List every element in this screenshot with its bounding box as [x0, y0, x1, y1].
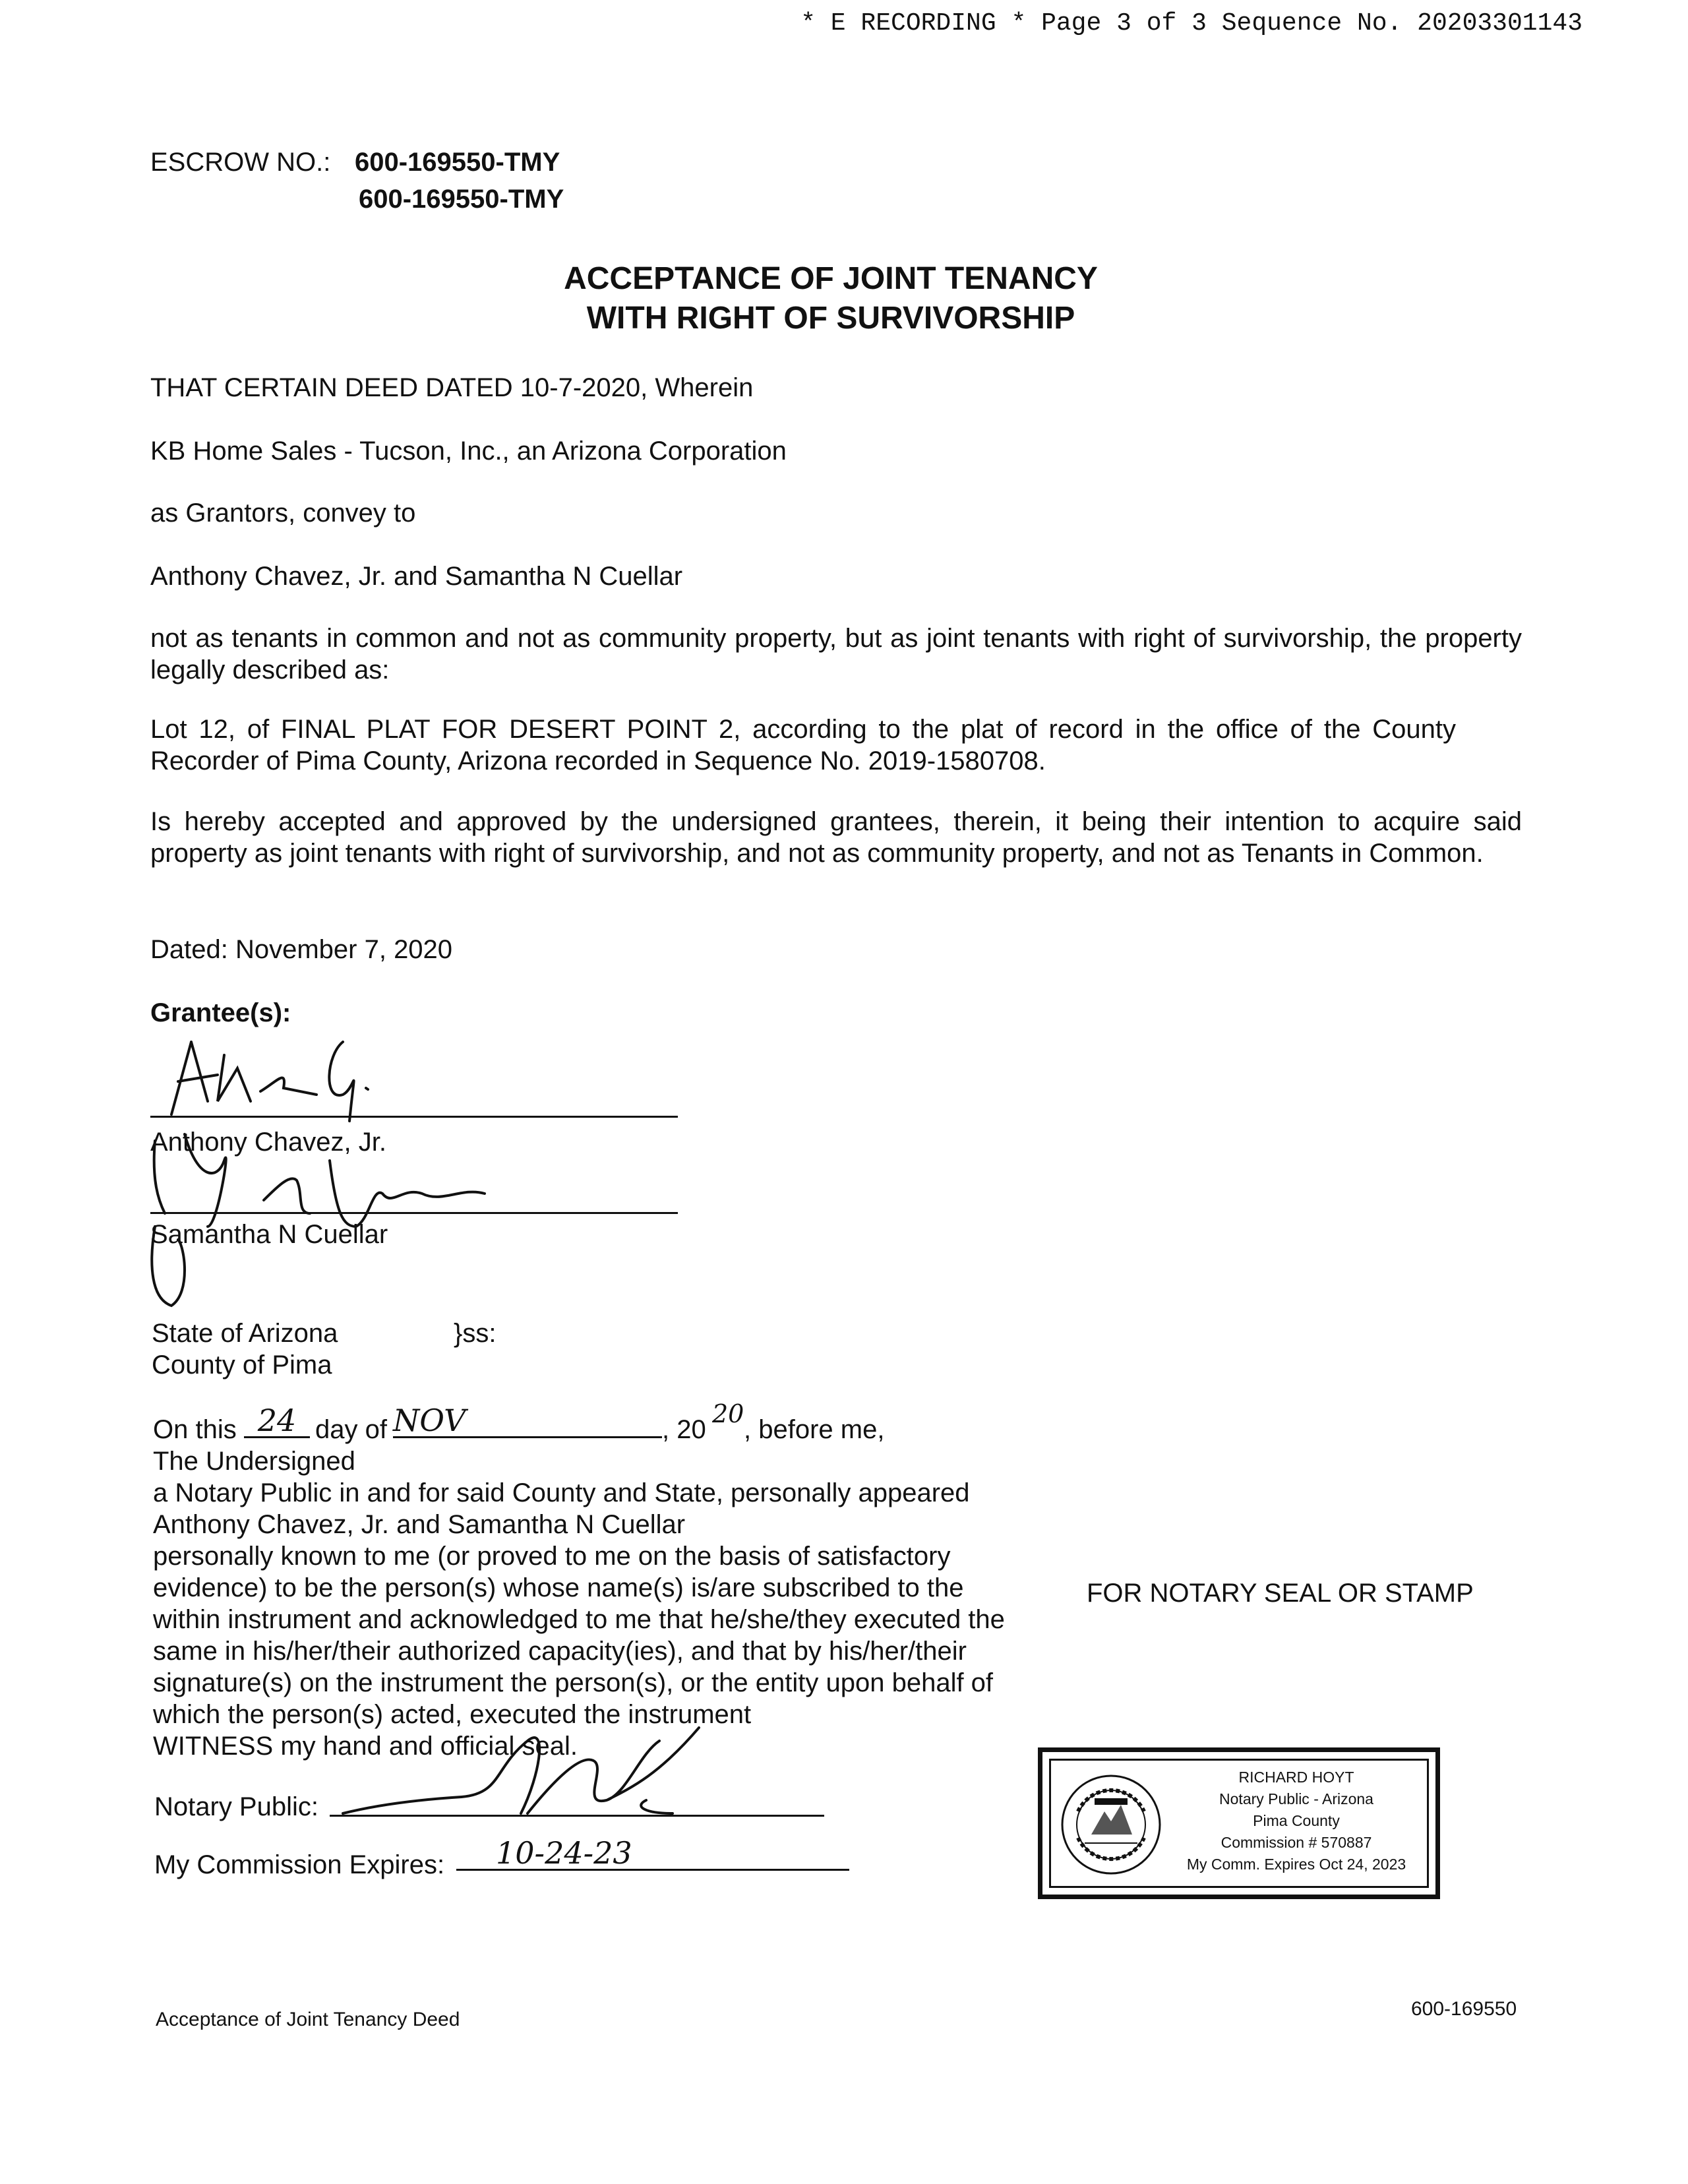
grantee-names: Anthony Chavez, Jr. and Samantha N Cuellar [150, 562, 683, 591]
escrow-number-1: 600-169550-TMY [355, 148, 560, 177]
grantee-2-name: Samantha N Cuellar [150, 1220, 388, 1249]
recording-header: * E RECORDING * Page 3 of 3 Sequence No. 20203301143 [800, 9, 1582, 38]
grantee-1-name: Anthony Chavez, Jr. [150, 1128, 386, 1157]
ss-marker: }ss: [454, 1319, 497, 1348]
notary-signature [330, 1714, 738, 1833]
footer-document-name: Acceptance of Joint Tenancy Deed [156, 2009, 460, 2030]
legal-description: Lot 12, of FINAL PLAT FOR DESERT POINT 2, according to the plat of record in the office of the County Recorder of Pima County, Arizona recorded in Sequence No. 2019-1580708. [150, 715, 1456, 775]
notary-line: evidence) to be the person(s) whose name(s) is/are subscribed to the [153, 1573, 964, 1602]
stamp-details [1168, 1767, 1425, 1875]
stamp-notary-title: Notary Public - Arizona [1219, 1790, 1373, 1807]
day-of-label: day of [315, 1415, 387, 1444]
grantee-1-signature-line [150, 1116, 678, 1118]
notary-line: signature(s) on the instrument the person(s), or the entity upon behalf of [153, 1668, 994, 1697]
acceptance-paragraph: Is hereby accepted and approved by the undersigned grantees, therein, it being their intention to acquire said property as joint tenants with right of survivorship, and not as community property, and not as Tenants in Common. [150, 807, 1522, 868]
notary-public-label: Notary Public: [154, 1792, 318, 1821]
grantee-2-signature-line [150, 1212, 678, 1214]
notary-line: personally known to me (or proved to me on the basis of satisfactory [153, 1542, 951, 1571]
arizona-state-seal [1058, 1772, 1164, 1877]
month-value: NOV [393, 1405, 662, 1438]
tenancy-paragraph: not as tenants in common and not as community property, but as joint tenants with right of survivorship, the property legally described as: [150, 624, 1522, 684]
notary-line: a Notary Public in and for said County and State, personally appeared [153, 1478, 970, 1507]
year-prefix: , 20 [662, 1415, 706, 1444]
notary-line: which the person(s) acted, executed the instrument [153, 1700, 752, 1729]
commission-value: 10-24-23 [456, 1837, 849, 1871]
escrow-label: ESCROW NO.: [150, 148, 331, 177]
notary-line: same in his/her/their authorized capacity(ies), and that by his/her/their [153, 1637, 967, 1666]
stamp-commission: Commission # 570887 [1221, 1834, 1372, 1851]
grantor-name: KB Home Sales - Tucson, Inc., an Arizona Corporation [150, 437, 787, 466]
on-this-label: On this [153, 1415, 237, 1444]
notary-line: within instrument and acknowledged to me that he/she/they executed the [153, 1605, 1005, 1634]
before-me-label: , before me, [744, 1415, 885, 1444]
notary-line: Anthony Chavez, Jr. and Samantha N Cuellar [153, 1510, 686, 1539]
footer-escrow-number: 600-169550 [1411, 1998, 1517, 2020]
escrow-number-2: 600-169550-TMY [359, 185, 564, 214]
document-title-line1: ACCEPTANCE OF JOINT TENANCY [564, 261, 1098, 296]
deed-line: THAT CERTAIN DEED DATED 10-7-2020, Wherein [150, 373, 754, 402]
seal-placeholder-label: FOR NOTARY SEAL OR STAMP [1087, 1579, 1474, 1608]
stamp-county: Pima County [1253, 1812, 1340, 1829]
convey-line: as Grantors, convey to [150, 499, 416, 528]
document-title-line2: WITH RIGHT OF SURVIVORSHIP [586, 301, 1075, 336]
commission-label: My Commission Expires: [154, 1850, 445, 1879]
notary-line: WITNESS my hand and official seal. [153, 1732, 578, 1761]
stamp-notary-name: RICHARD HOYT [1238, 1769, 1354, 1786]
day-value: 24 [244, 1405, 310, 1438]
grantee-signature-1 [145, 1029, 514, 1319]
undersigned-label: The Undersigned [153, 1447, 355, 1476]
state-label: State of Arizona [152, 1319, 338, 1348]
dated-line: Dated: November 7, 2020 [150, 935, 453, 964]
stamp-expires: My Comm. Expires Oct 24, 2023 [1186, 1856, 1406, 1873]
notary-stamp [1038, 1747, 1440, 1899]
county-label: County of Pima [152, 1350, 332, 1380]
year-value: 20 [712, 1399, 744, 1428]
grantees-heading: Grantee(s): [150, 998, 291, 1027]
